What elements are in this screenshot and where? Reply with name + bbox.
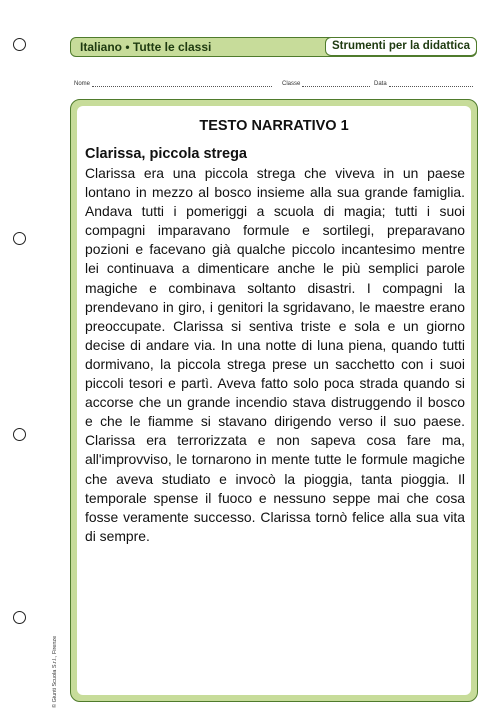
date-field[interactable] (374, 80, 473, 87)
worksheet-card (70, 99, 478, 702)
date-line[interactable] (389, 80, 473, 87)
binder-hole (13, 428, 26, 441)
binder-hole (13, 611, 26, 624)
story-text: Clarissa era una piccola strega che viveva in un paese lontano in mezzo al bosco insieme alla sua grande famiglia. Andava tutti i pomeriggi a scuola di magia; tutti i suoi compagni imparavano formule e sortilegi, preparavano pozioni e facevano già qualche piccolo incantesimo mentre lei continuava a dimenticare anche le più semplici parole magiche e combinava soltanto disastri. I compagni la prendevano in giro, i genitori la sgridavano, le maestre erano preoccupate. Clarissa si sentiva triste e sola e un giorno decise di andare via. In una notte di luna piena, quando tutti dormivano, la piccola strega prese un sacchetto con i suoi piccoli tesori e partì. Aveva fatto solo poca strada quando si accorse che un grande incendio stava distruggendo il bosco e che le fiamme si stavano dirigendo verso il suo paese. Clarissa era terrorizzata e non sapeva cosa fare ma, all'improvviso, le tornarono in mente tutte le formule magiche che aveva studiato e invocò la pioggia, tanta pioggia. Il temporale spense il fuoco e nessuno seppe mai che cosa fosse veramente successo. Clarissa tornò felice alla sua vita di sempre. (85, 165, 465, 544)
copyright-text: © Giunti Scuola S.r.l., Firenze (52, 635, 58, 708)
header-bar (70, 37, 477, 57)
worksheet-content (77, 106, 471, 695)
story-title: Clarissa, piccola strega (85, 146, 247, 162)
series-label: Strumenti per la didattica (325, 37, 477, 56)
binder-hole (13, 232, 26, 245)
student-fields (74, 80, 474, 92)
date-label: Data (374, 81, 387, 87)
name-line[interactable] (92, 80, 272, 87)
name-label: Nome (74, 81, 91, 87)
subject-label: Italiano • Tutte le classi (80, 40, 212, 54)
class-line[interactable] (302, 80, 370, 87)
binder-hole (13, 38, 26, 51)
name-field[interactable] (74, 80, 272, 87)
class-field[interactable] (282, 80, 370, 87)
copyright-note (52, 588, 60, 708)
class-label: Classe (282, 81, 301, 87)
document-title: TESTO NARRATIVO 1 (199, 118, 349, 134)
